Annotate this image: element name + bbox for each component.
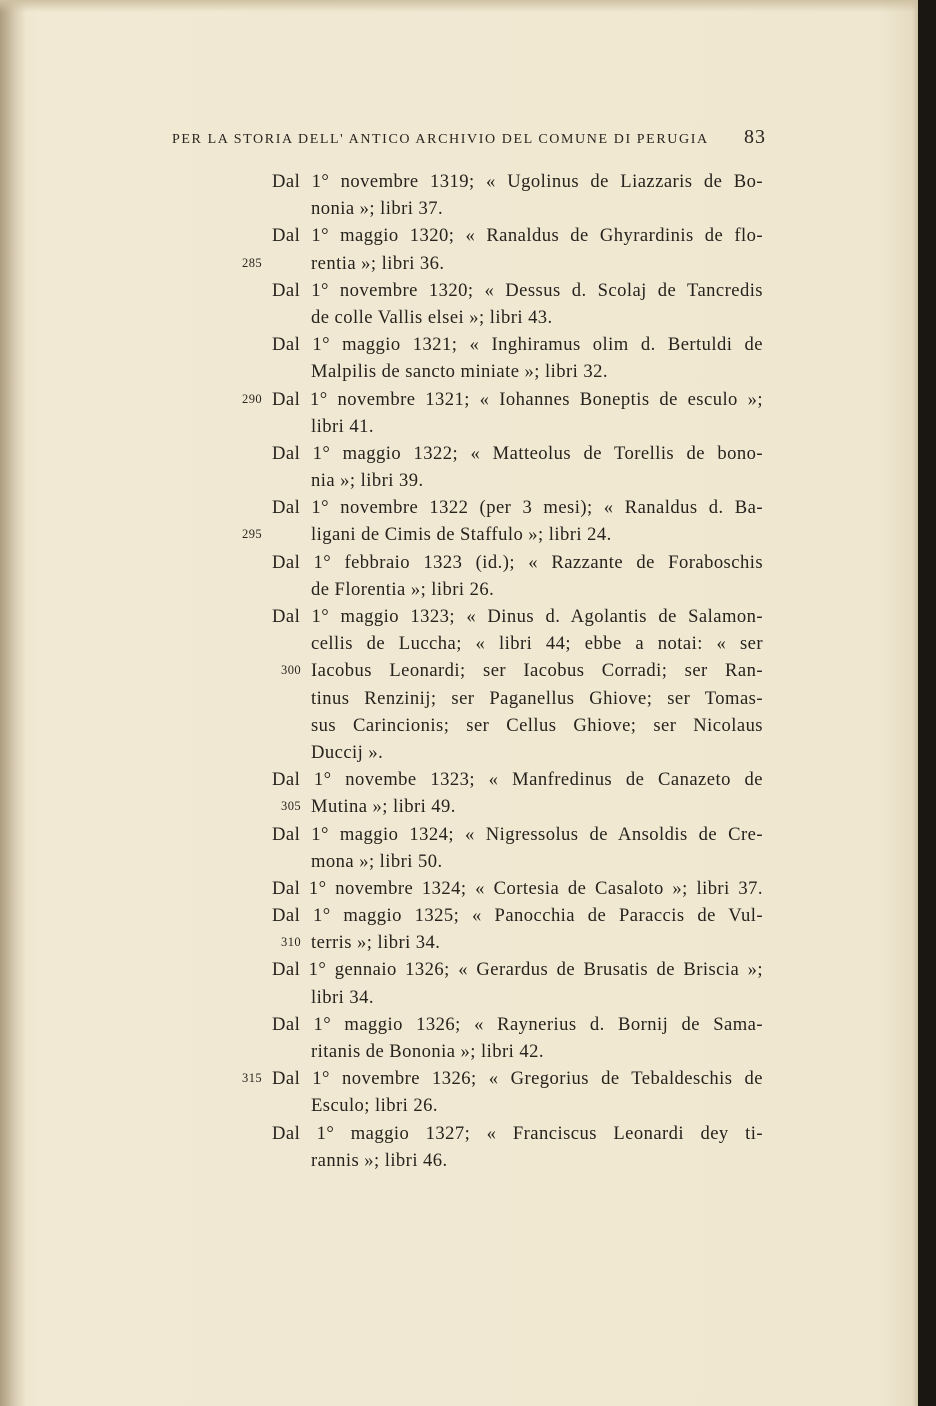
entry-line: Dal 1° maggio 1326; « Raynerius d. Bornij de Sama- xyxy=(272,1013,763,1035)
entry-line: Duccij ». xyxy=(311,741,384,763)
entry-line: libri 41. xyxy=(311,415,374,437)
entry-line-text: ligani de Cimis de Staffulo »; libri 24. xyxy=(311,524,612,546)
gutter-shadow xyxy=(0,0,26,1406)
entry-line-text: Dal 1° novembre 1321; « Iohannes Boneptis de esculo »; xyxy=(272,388,763,410)
entry-line: Dal 1° novembre 1324; « Cortesia de Casaloto »; libri 37. xyxy=(272,877,763,899)
entry-line: mona »; libri 50. xyxy=(311,850,443,872)
entry-line xyxy=(242,250,763,277)
entry-line: de Florentia »; libri 26. xyxy=(311,578,495,600)
entry-line-text: Dal 1° novembre 1326; « Gregorius de Tebaldeschis de xyxy=(272,1068,763,1090)
entry-line: Dal 1° novembre 1322 (per 3 mesi); « Ranaldus d. Ba- xyxy=(272,497,763,519)
entry-line-text: Mutina »; libri 49. xyxy=(311,796,456,818)
entry-line xyxy=(242,386,763,413)
entry-line xyxy=(272,657,763,684)
entry-line-text: terris »; libri 34. xyxy=(311,932,441,954)
entry-line xyxy=(242,1065,763,1092)
running-header xyxy=(172,126,766,149)
entry-line: Malpilis de sancto miniate »; libri 32. xyxy=(311,361,608,383)
margin-line-number: 310 xyxy=(281,935,302,950)
entry-line: nonia »; libri 37. xyxy=(311,198,444,220)
entry-line: Dal 1° maggio 1320; « Ranaldus de Ghyrardinis de flo- xyxy=(272,225,763,247)
entry-line xyxy=(272,929,763,956)
entry-line: Dal 1° novembre 1320; « Dessus d. Scolaj de Tancredis xyxy=(272,279,763,301)
margin-line-number: 305 xyxy=(281,799,302,814)
margin-line-number: 290 xyxy=(242,391,263,406)
entry-line: Dal 1° gennaio 1326; « Gerardus de Brusatis de Briscia »; xyxy=(272,959,763,981)
entry-line: de colle Vallis elsei »; libri 43. xyxy=(311,306,553,328)
entries-list xyxy=(242,168,763,1174)
entry-line: sus Carincionis; ser Cellus Ghiove; ser Nicolaus xyxy=(311,714,763,736)
entry-line: nia »; libri 39. xyxy=(311,470,424,492)
margin-line-number: 300 xyxy=(281,663,302,678)
entry-line xyxy=(242,521,763,548)
entry-line: libri 34. xyxy=(311,986,374,1008)
entry-line-text: rentia »; libri 36. xyxy=(311,252,445,274)
margin-line-number: 285 xyxy=(242,255,263,270)
entry-line: Dal 1° maggio 1321; « Inghiramus olim d. Bertuldi de xyxy=(272,334,763,356)
running-title: PER LA STORIA DELL' ANTICO ARCHIVIO DEL COMUNE DI PERUGIA xyxy=(172,132,709,147)
entry-line-text: Iacobus Leonardi; ser Iacobus Corradi; ser Ran- xyxy=(311,660,763,682)
page-top-edge xyxy=(0,0,918,12)
entry-line: rannis »; libri 46. xyxy=(311,1149,448,1171)
margin-line-number: 295 xyxy=(242,527,263,542)
page-number: 83 xyxy=(744,126,766,148)
entry-line: ritanis de Bononia »; libri 42. xyxy=(311,1041,544,1062)
entry-line: Dal 1° maggio 1322; « Matteolus de Torellis de bono- xyxy=(272,442,763,464)
entry-line xyxy=(272,793,763,820)
entry-line: Dal 1° maggio 1324; « Nigressolus de Ansoldis de Cre- xyxy=(272,823,763,845)
entry-line: Dal 1° maggio 1323; « Dinus d. Agolantis de Salamon- xyxy=(272,606,763,627)
entry-line: Dal 1° novembre 1319; « Ugolinus de Liazzaris de Bo- xyxy=(272,171,763,192)
entry-line: Dal 1° novembe 1323; « Manfredinus de Canazeto de xyxy=(272,769,763,791)
margin-line-number: 315 xyxy=(242,1071,263,1086)
entry-line: Dal 1° febbraio 1323 (id.); « Razzante de Foraboschis xyxy=(272,551,763,573)
entry-line: Dal 1° maggio 1327; « Franciscus Leonardi dey ti- xyxy=(272,1122,763,1144)
entry-line: cellis de Luccha; « libri 44; ebbe a notai: « ser xyxy=(311,633,763,655)
entry-line: Dal 1° maggio 1325; « Panocchia de Paraccis de Vul- xyxy=(272,905,763,927)
entry-line: Esculo; libri 26. xyxy=(311,1095,438,1117)
entry-line: tinus Renzinij; ser Paganellus Ghiove; ser Tomas- xyxy=(311,687,763,709)
